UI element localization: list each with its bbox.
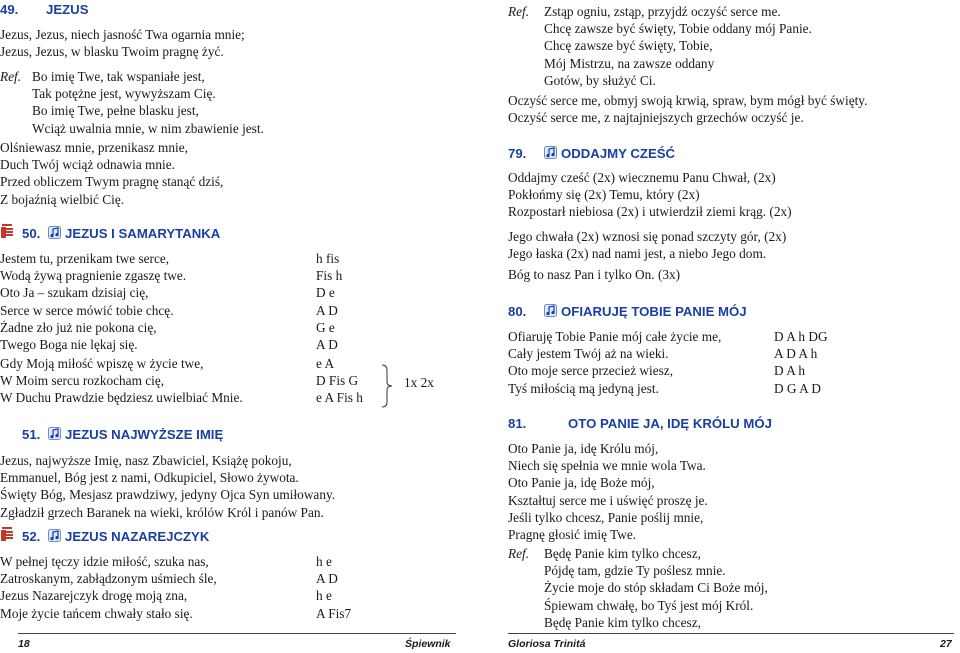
lyric-line: Będę Panie kim tylko chcesz, [544,614,701,630]
lyric-text: Zstąp ogniu, zstąp, przyjdź oczyść serce me. [544,4,781,19]
lyric-line: Jezus, najwyższe Imię, nasz Zbawiciel, Książę pokoju, [0,453,292,468]
lyric-line: Oczyść serce me, z najtajniejszych grzechów oczyść je. [508,110,804,126]
song-name: JEZUS NAJWYŻSZE IMIĘ [65,427,224,442]
song-49-coda [508,92,960,126]
song-51 [0,427,470,442]
song-80-chords [774,328,828,397]
music-note-icon [48,427,61,440]
lyric-line: Z bojaźnią wielbić Cię. [0,191,125,207]
chord: A D A h [774,346,818,362]
lyric-line: Oddajmy cześć (2x) wiecznemu Panu Chwał, (2x) [508,170,776,185]
song-79-verse-1 [508,169,960,221]
song-number: 52. [22,529,41,544]
chord: G e [316,319,335,335]
song-title [0,226,470,241]
song-number: 51. [22,427,41,442]
lyric-line: Jezus Nazarejczyk drogę moją zna, [0,588,188,604]
chord: D G A D [774,380,821,396]
lyric-line: Oczyść serce me, obmyj swoją krwią, spraw, bym mógł być święty. [508,93,868,108]
lyric-line: Oto Ja – szukam dzisiaj cię, [0,285,149,301]
chord: A D [316,337,338,353]
chord: A D [316,571,338,587]
song-title [0,427,470,442]
lyric-line: Żadne zło już nie pokona cię, [0,319,157,335]
lyric-line: Gotów, by służyć Ci. [544,72,656,88]
lyric-line: Rozpostarł niebiosa (2x) i utwierdził ziemi krąg. (2x) [508,204,792,220]
lyric-line: Jego chwała (2x) wznosi się ponad szczyty gór, (2x) [508,229,787,244]
chord: D Fis G [316,373,359,389]
repeat-brace [380,364,394,408]
song-49-refrain-2 [508,3,960,89]
song-title [508,304,960,319]
song-number: 81. [508,416,527,431]
music-note-icon [544,146,557,159]
chord: A Fis7 [316,605,352,621]
song-name: OFIARUJĘ TOBIE PANIE MÓJ [561,304,747,319]
lyric-line: Oto Panie ja, idę Boże mój, [508,475,655,491]
song-name: ODDAJMY CZEŚĆ [561,146,676,161]
song-name: OTO PANIE JA, IDĘ KRÓLU MÓJ [568,416,772,431]
song-title [508,146,960,161]
lyric-line: W Duchu Prawdzie będziesz uwielbiać Mnie. [0,390,243,406]
song-80 [508,304,960,319]
song-49-intro [0,26,470,60]
song-number: 79. [508,146,527,161]
lyric-line: Zgładził grzech Baranek na wieki, królów Król i panów Pan. [0,504,324,520]
lyric-line: Jestem tu, przenikam twe serce, [0,251,170,266]
song-80-verse [508,328,960,397]
song-50-chords-2 [316,355,363,407]
lyric-line: Bo imię Twe, pełne blasku jest, [32,103,199,119]
footer-rule [18,633,456,634]
refrain-label: Ref. [508,4,530,19]
song-52 [0,529,470,544]
lyric-line: Tak potężne jest, wywyższam Cię. [32,86,216,102]
song-81-refrain [508,545,960,631]
song-title [0,529,470,544]
lyric-line: Pójdę tam, gdzie Ty poślesz mnie. [544,563,726,579]
lyric-line: Tyś miłością mą jedyną jest. [508,380,659,396]
song-50 [0,226,470,241]
chord: h e [316,554,332,569]
song-50-verse-2 [0,355,470,407]
lyric-line: Serce w serce mówić tobie chcę. [0,302,174,318]
song-79-verse-2 [508,228,960,262]
refrain-label: Ref. [508,546,530,561]
chord: D A h DG [774,329,828,344]
song-79 [508,146,960,161]
lyric-line [508,545,960,562]
lyric-line: W Moim sercu rozkocham cię, [0,373,165,389]
lyric-line: Emmanuel, Bóg jest z nami, Odkupiciel, Słowo żywota. [0,470,299,486]
footer-page-number: 18 [18,638,30,650]
music-note-icon [48,226,61,239]
repeat-count: 1x 2x [404,375,434,390]
lyric-line: Bóg to nasz Pan i tylko On. (3x) [508,267,681,282]
footer-book-title: Śpiewnik [405,638,451,650]
chord: D e [316,285,335,301]
song-name: JEZUS [46,2,89,17]
chord: D A h [774,363,806,379]
chord: h e [316,588,332,604]
song-49-refrain [0,68,470,137]
chord: h fis [316,251,340,266]
lyric-line: Życie moje do stóp składam Ci Boże mój, [544,580,768,596]
song-49-verse [0,139,470,208]
song-51-verse [0,452,470,521]
chord: Fis h [316,268,343,284]
song-79-coda [508,266,960,283]
footer-rule [508,633,954,634]
lyric-line [508,3,960,20]
song-number: 50. [22,226,41,241]
refrain-label: Ref. [0,69,22,84]
song-title [0,2,470,17]
chord: A D [316,302,338,318]
song-49 [0,2,470,17]
chord: e A Fis h [316,390,363,406]
lyric-line: Niech się spełnia we mnie wola Twa. [508,458,706,474]
lyric-line: Kształtuj serce me i uświęć proszę je. [508,492,708,508]
lyric-line: Zatroskanym, zabłądzonym uśmiech śle, [0,571,217,587]
song-name: JEZUS I SAMARYTANKA [65,226,221,241]
chord: e A [316,356,335,371]
song-name: JEZUS NAZAREJCZYK [65,529,210,544]
lyric-text: Bo imię Twe, tak wspaniałe jest, [32,69,205,84]
lyric-line: Jego łaska (2x) nad nami jest, a niebo Jego dom. [508,246,767,262]
lyric-line: Pokłońmy się (2x) Temu, który (2x) [508,187,700,203]
lyric-line: Oto Panie ja, idę Królu mój, [508,441,659,456]
song-81 [508,416,960,431]
lyric-line: Przed obliczem Twym pragnę stanąć dziś, [0,174,224,190]
lyric-line [0,68,470,85]
song-50-verse-1 [0,250,470,353]
lyric-line: Chcę zawsze być święty, Tobie oddany mój Panie. [544,21,812,37]
music-note-icon [48,529,61,542]
lyric-line: W pełnej tęczy idzie miłość, szuka nas, [0,554,209,569]
song-50-chords-1 [316,250,342,353]
lyric-line: Święty Bóg, Mesjasz prawdziwy, jedyny Ojca Syn umiłowany. [0,487,336,503]
lyric-line: Jezus, Jezus, niech jasność Twa ogarnia mnie; [0,27,245,42]
lyric-line: Cały jestem Twój aż na wieki. [508,346,669,362]
lyric-line: Ofiaruję Tobie Panie mój całe życie me, [508,329,722,344]
lyric-line: Jezus, Jezus, w blasku Twoim pragnę żyć. [0,44,224,60]
lyric-line: Chcę zawsze być święty, Tobie, [544,38,713,54]
lyric-line: Gdy Moją miłość wpiszę w życie twe, [0,356,204,371]
lyric-line: Pragnę głosić imię Twe. [508,527,637,543]
lyric-line: Oto moje serce przecież wiesz, [508,363,674,379]
lyric-line: Śpiewam chwałę, bo Tyś jest mój Król. [544,597,754,613]
lyric-line: Wciąż uwalnia mnie, w nim zbawienie jest. [32,120,264,136]
footer-book-title: Gloriosa Trinitá [508,638,586,650]
music-note-icon [544,304,557,317]
lyric-line: Twego Boga nie lękaj się. [0,337,138,353]
song-number: 80. [508,304,527,319]
song-title [508,416,960,431]
footer-page-number: 27 [940,638,952,650]
lyric-line: Moje życie tańcem chwały stało się. [0,605,193,621]
song-number: 49. [0,2,19,17]
song-81-verse [508,440,960,543]
lyric-text: Będę Panie kim tylko chcesz, [544,546,701,561]
lyric-line: Duch Twój wciąż odnawia mnie. [0,157,175,173]
song-52-chords [316,553,351,622]
lyric-line: Olśniewasz mnie, przenikasz mnie, [0,140,188,155]
song-52-verse [0,553,470,622]
lyric-line: Mój Mistrzu, na zawsze oddany [544,55,715,71]
lyric-line: Jeśli tylko chcesz, Panie poślij mnie, [508,509,704,525]
lyric-line: Wodą żywą pragnienie zgaszę twe. [0,268,187,284]
